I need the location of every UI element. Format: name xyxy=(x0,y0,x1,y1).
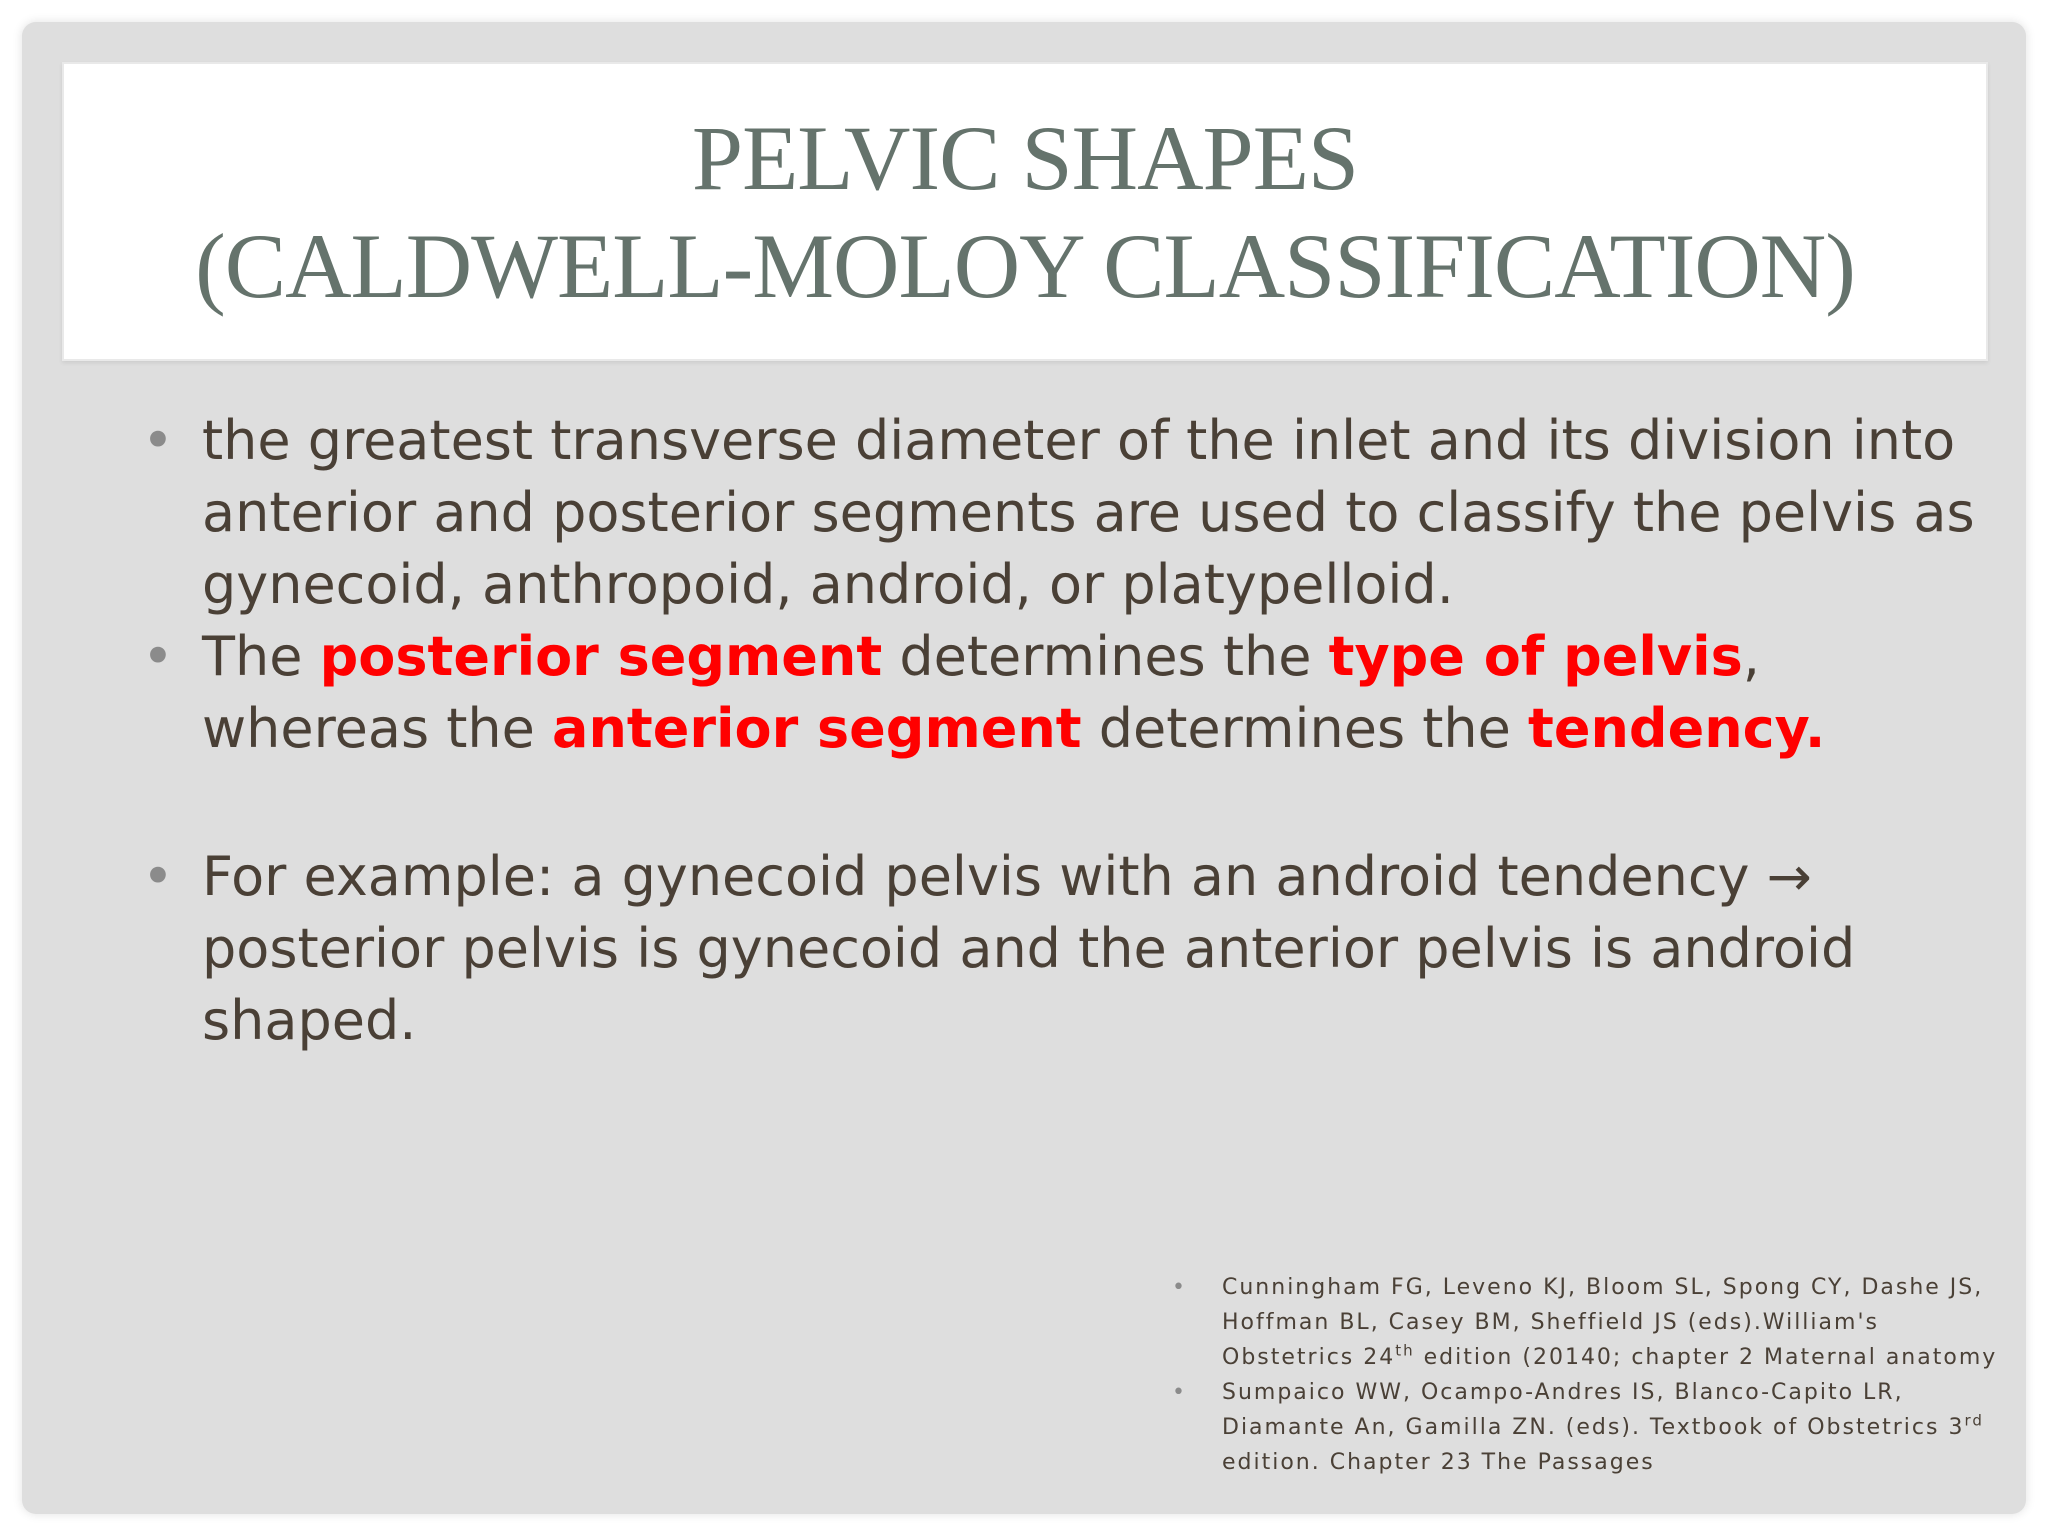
bullet-text-part: determines the xyxy=(1081,697,1529,760)
reference-text-tail: edition. Chapter 23 The Passages xyxy=(1222,1450,1655,1475)
bullet-text-part: , whereas the xyxy=(202,625,1760,760)
reference-dot: • xyxy=(1172,1275,1187,1300)
slide-title-line-1: PELVIC SHAPES xyxy=(691,106,1359,209)
bullet-text-part: The xyxy=(202,625,320,688)
bullet-classification xyxy=(142,405,1982,621)
bullet-text: the greatest transverse diameter of the inlet and its division into anterior and posterior segments are used to classify the pelvis as gynecoid, anthropoid, android, or platypelloid. xyxy=(202,409,1975,616)
reference-text-tail: edition (20140; chapter 2 Maternal anatomy xyxy=(1414,1345,1998,1370)
highlight-anterior-segment: anterior segment xyxy=(552,697,1082,760)
bullet-text: For example: a gynecoid pelvis with an android tendency → posterior pelvis is gynecoid and the anterior pelvis is android shaped. xyxy=(202,845,1856,1052)
highlight-type-of-pelvis: type of pelvis xyxy=(1328,625,1743,688)
reference-text: Sumpaico WW, Ocampo-Andres IS, Blanco-Capito LR, Diamante An, Gamilla ZN. (eds). Textbook of Obstetrics 3 xyxy=(1222,1380,1965,1440)
bullet-text-part: determines the xyxy=(882,625,1329,688)
reference-superscript: th xyxy=(1395,1341,1415,1360)
bullet-dot: • xyxy=(142,409,174,472)
reference-dot: • xyxy=(1172,1380,1187,1405)
bullet-dot: • xyxy=(142,845,174,908)
title-box xyxy=(62,62,1988,361)
highlight-posterior-segment: posterior segment xyxy=(319,625,883,688)
reference-item-williams xyxy=(1172,1270,2002,1375)
reference-text: Cunningham FG, Leveno KJ, Bloom SL, Spong CY, Dashe JS, Hoffman BL, Casey BM, Sheffield JS (eds).William's Obstetrics 24 xyxy=(1222,1275,1984,1370)
slide-title-line-2: (CALDWELL-MOLOY CLASSIFICATION) xyxy=(195,214,1855,317)
highlight-tendency: tendency. xyxy=(1528,697,1826,760)
spacer xyxy=(142,765,1982,841)
slide-content xyxy=(142,405,1982,1057)
slide xyxy=(22,22,2026,1514)
bullet-segments xyxy=(142,621,1982,765)
references xyxy=(1172,1270,2002,1480)
bullet-dot: • xyxy=(142,625,174,688)
reference-item-sumpaico xyxy=(1172,1375,2002,1480)
reference-superscript: rd xyxy=(1964,1411,1984,1430)
bullet-example xyxy=(142,841,1982,1057)
